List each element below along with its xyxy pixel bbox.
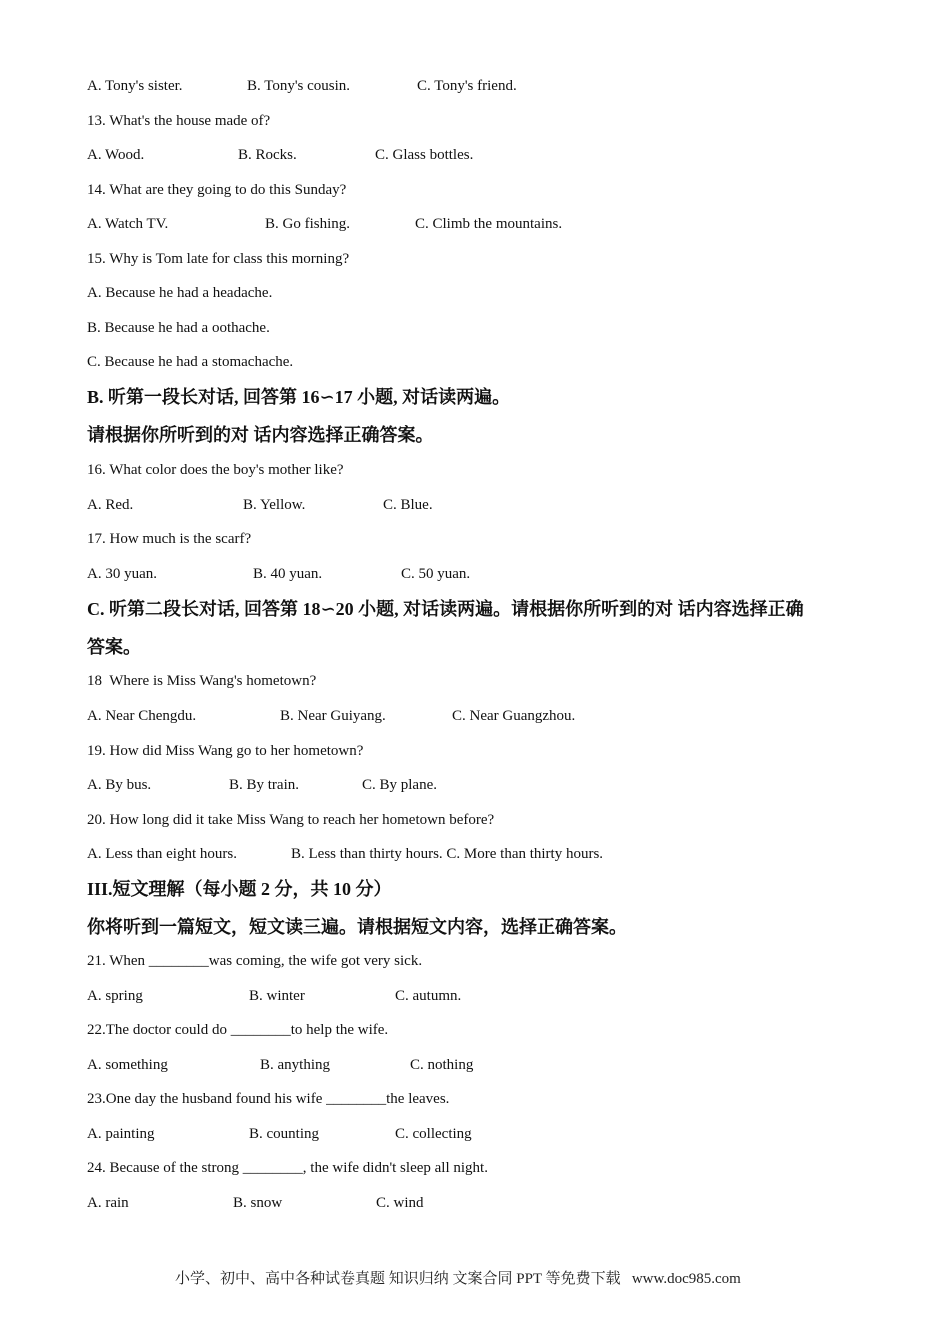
q16-option-a: A. Red. [87, 497, 134, 513]
q20-option-b: B. Less than thirty hours. [291, 846, 443, 862]
q14-option-c: C. Climb the mountains. [415, 216, 563, 232]
q16-option-b: B. Yellow. [243, 497, 306, 513]
q14-option-b: B. Go fishing. [265, 216, 351, 232]
q17-question: 17. How much is the scarf? [87, 531, 252, 547]
q13-option-c: C. Glass bottles. [375, 147, 474, 163]
q24-option-c: C. wind [376, 1195, 424, 1211]
q23-option-b: B. counting [249, 1126, 319, 1142]
q13-question: 13. What's the house made of? [87, 113, 271, 129]
q21-option-b: B. winter [249, 988, 305, 1004]
q15-option-c: C. Because he had a stomachache. [87, 354, 294, 370]
q21-option-c: C. autumn. [395, 988, 462, 1004]
q13-option-a: A. Wood. [87, 147, 145, 163]
q21-question: 21. When ________was coming, the wife got very sick. [87, 953, 423, 969]
q12-option-c: C. Tony's friend. [417, 78, 517, 94]
q24-option-a: A. rain [87, 1195, 129, 1211]
q20-option-a: A. Less than eight hours. [87, 846, 237, 862]
page-footer: 小学、初中、高中各种试卷真题 知识归纳 文案合同 PPT 等免费下载 www.doc985.com [175, 1271, 741, 1287]
q15-question: 15. Why is Tom late for class this morning? [87, 251, 350, 267]
q19-option-c: C. By plane. [362, 777, 437, 793]
q14-question: 14. What are they going to do this Sunday? [87, 182, 347, 198]
q18-option-b: B. Near Guiyang. [280, 708, 386, 724]
q17-option-a: A. 30 yuan. [87, 566, 157, 582]
q22-option-c: C. nothing [410, 1057, 474, 1073]
q20-options-bc [291, 845, 603, 863]
q23-option-c: C. collecting [395, 1126, 472, 1142]
section-c-heading: C. 听第二段长对话, 回答第 18∽20 小题, 对话读两遍。请根据你所听到的对 话内容选择正确 [87, 599, 804, 619]
q21-option-a: A. spring [87, 988, 143, 1004]
q16-question: 16. What color does the boy's mother like? [87, 462, 344, 478]
q24-option-b: B. snow [233, 1195, 283, 1211]
section-iii-instruction: 你将听到一篇短文，短文读三遍。请根据短文内容，选择正确答案。 [87, 917, 627, 937]
q19-question: 19. How did Miss Wang go to her hometown? [87, 743, 364, 759]
section-b-heading: B. 听第一段长对话, 回答第 16∽17 小题, 对话读两遍。 [87, 387, 511, 407]
q22-option-a: A. something [87, 1057, 168, 1073]
q18-option-c: C. Near Guangzhou. [452, 708, 576, 724]
q22-question: 22.The doctor could do ________to help the wife. [87, 1022, 389, 1038]
section-b-instruction: 请根据你所听到的对 话内容选择正确答案。 [87, 425, 434, 445]
q24-question: 24. Because of the strong ________, the wife didn't sleep all night. [87, 1160, 488, 1176]
q23-option-a: A. painting [87, 1126, 155, 1142]
q19-option-a: A. By bus. [87, 777, 152, 793]
q19-option-b: B. By train. [229, 777, 299, 793]
q22-option-b: B. anything [260, 1057, 330, 1073]
q15-option-a: A. Because he had a headache. [87, 285, 273, 301]
q15-option-b: B. Because he had a oothache. [87, 320, 270, 336]
q18-question: 18 Where is Miss Wang's hometown? [87, 673, 317, 689]
q14-option-a: A. Watch TV. [87, 216, 169, 232]
q23-question: 23.One day the husband found his wife ________the leaves. [87, 1091, 450, 1107]
q18-option-a: A. Near Chengdu. [87, 708, 197, 724]
q17-option-c: C. 50 yuan. [401, 566, 471, 582]
q13-option-b: B. Rocks. [238, 147, 297, 163]
q20-option-c: C. More than thirty hours. [446, 846, 604, 862]
q12-option-b: B. Tony's cousin. [247, 78, 351, 94]
section-iii-title: III.短文理解（每小题 2 分，共 10 分） [87, 879, 392, 899]
q17-option-b: B. 40 yuan. [253, 566, 323, 582]
section-c-heading-cont: 答案。 [87, 637, 141, 657]
q16-option-c: C. Blue. [383, 497, 433, 513]
q20-question: 20. How long did it take Miss Wang to reach her hometown before? [87, 812, 495, 828]
q12-option-a: A. Tony's sister. [87, 78, 183, 94]
